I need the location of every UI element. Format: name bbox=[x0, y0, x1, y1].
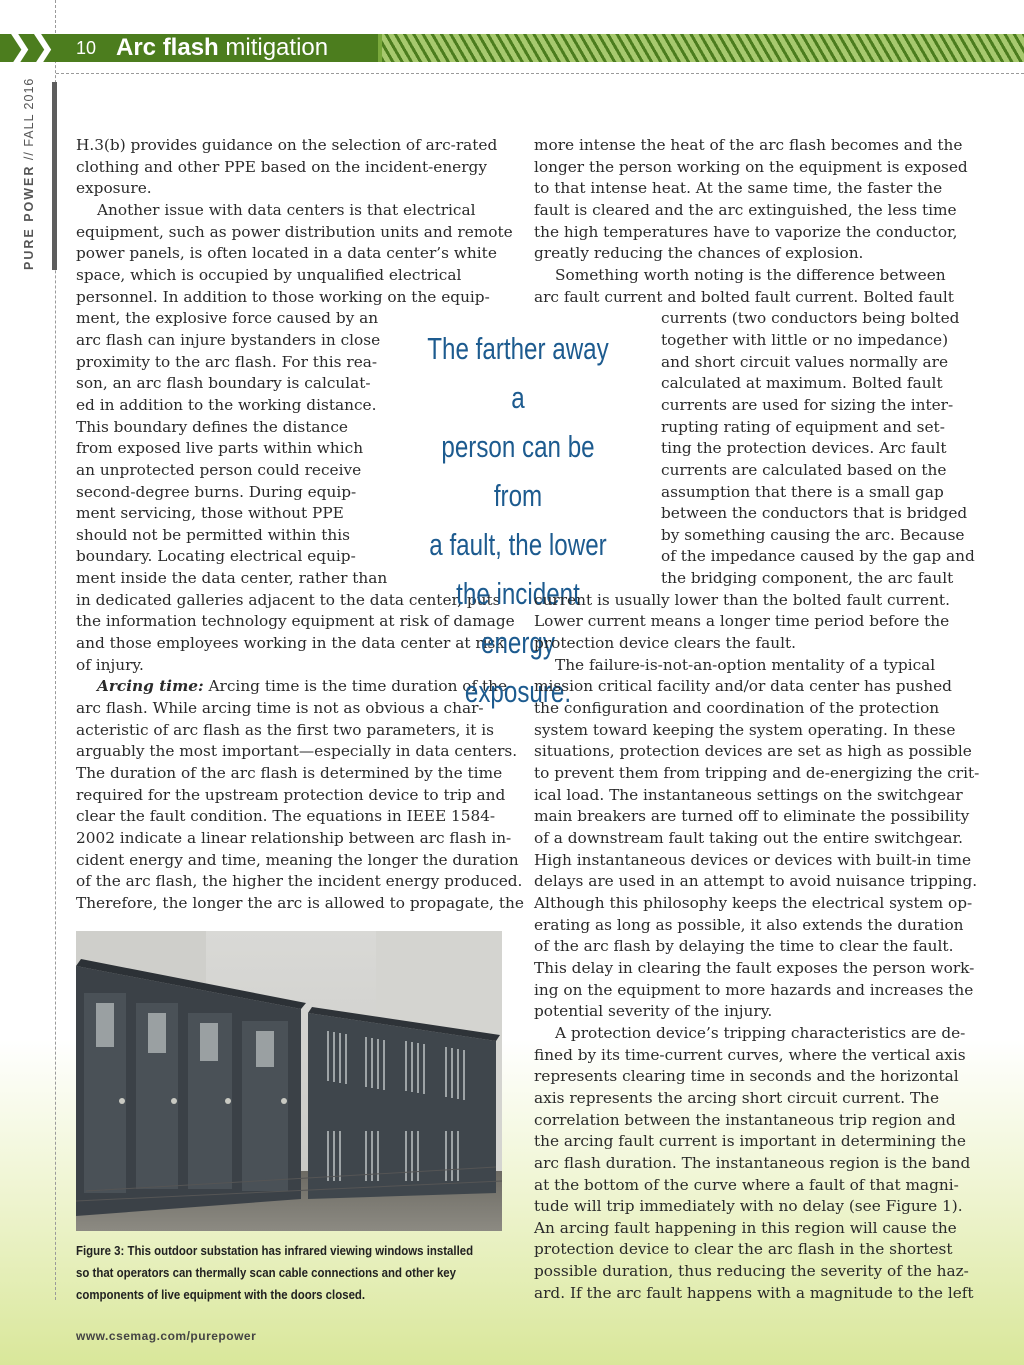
text-line: possible duration, thus reducing the severity of the haz- bbox=[534, 1262, 969, 1281]
text-run: Arcing time is the time duration of the bbox=[203, 677, 508, 696]
text-line: ment, the explosive force caused by an bbox=[76, 309, 379, 328]
text-line: currents (two conductors being bolted bbox=[661, 309, 960, 328]
text-line: boundary. Locating electrical equip- bbox=[76, 547, 356, 566]
section-title bbox=[116, 34, 328, 62]
text-line: the high temperatures have to vaporize the conductor, bbox=[534, 222, 958, 241]
text-line: of a downstream fault taking out the entire switchgear. bbox=[534, 829, 963, 847]
text-line: calculated at maximum. Bolted fault bbox=[661, 374, 943, 393]
text-line: ment servicing, those without PPE bbox=[76, 504, 344, 523]
text-line: should not be permitted within this bbox=[76, 525, 350, 544]
text-line: assumption that there is a small gap bbox=[661, 482, 944, 501]
text-line: Lower current means a longer time period before the bbox=[534, 612, 950, 631]
text-line: arc flash duration. The instantaneous region is the band bbox=[534, 1153, 971, 1172]
pull-quote-line: the incident energy bbox=[456, 576, 580, 660]
text-line: in dedicated galleries adjacent to the data center, puts bbox=[76, 590, 501, 609]
text-line: required for the upstream protection device to trip and bbox=[76, 785, 506, 804]
text-line: together with little or no impedance) bbox=[661, 330, 949, 349]
text-line: system toward keeping the system operating. In these bbox=[534, 720, 956, 739]
text-line: equipment, such as power distribution units and remote bbox=[76, 222, 513, 241]
text-line: current is usually lower than the bolted fault current. bbox=[534, 590, 950, 609]
substation-photo bbox=[76, 931, 502, 1231]
section-title-bold: Arc flash bbox=[116, 34, 219, 61]
text-line: ical load. The instantaneous settings on the switchgear bbox=[534, 785, 963, 804]
text-line: of the arc flash, the higher the incident energy produced. bbox=[76, 872, 523, 891]
text-line: between the conductors that is bridged bbox=[661, 504, 968, 523]
text-line: The duration of the arc flash is determined by the time bbox=[76, 764, 503, 783]
paragraph bbox=[534, 1023, 974, 1305]
pull-quote-line: person can be from bbox=[441, 429, 595, 513]
text-line: to that intense heat. At the same time, the faster the bbox=[534, 179, 943, 198]
text-line: second-degree burns. During equip- bbox=[76, 482, 357, 501]
text-line: ing on the equipment to more hazards and increases the bbox=[534, 980, 974, 999]
double-chevron-icon: ❯❯ bbox=[6, 28, 52, 66]
text-line: Another issue with data centers is that electrical bbox=[97, 200, 476, 219]
text-line: currents are used for sizing the inter- bbox=[661, 395, 954, 414]
text-line: the configuration and coordination of the protection bbox=[534, 699, 940, 718]
text-line: to prevent them from tripping and de-energizing the crit- bbox=[534, 764, 980, 783]
text-line: of the impedance caused by the gap and bbox=[661, 547, 975, 566]
text-line: fined by its time-current curves, where the vertical axis bbox=[534, 1045, 966, 1064]
text-line: delays are used in an attempt to avoid nuisance tripping. bbox=[534, 872, 978, 891]
header-dashed-line bbox=[56, 73, 1024, 74]
text-line: the arcing fault current is important in determining the bbox=[534, 1132, 966, 1151]
text-line: axis represents the arcing short circuit current. The bbox=[534, 1088, 940, 1107]
text-line: represents clearing time in seconds and the horizontal bbox=[534, 1067, 959, 1086]
text-line: exposure. bbox=[76, 179, 152, 198]
text-line: tude will trip immediately with no delay (see Figure 1). bbox=[534, 1197, 963, 1216]
side-label-brand: PURE POWER bbox=[22, 164, 36, 270]
text-line: of the arc flash by delaying the time to clear the fault. bbox=[534, 937, 954, 956]
text-line: This delay in clearing the fault exposes the person work- bbox=[534, 958, 975, 977]
text-line: ting the protection devices. Arc fault bbox=[661, 439, 947, 458]
text-line: A protection device’s tripping characteristics are de- bbox=[555, 1023, 966, 1042]
caption-line: Figure 3: This outdoor substation has infrared viewing windows installed bbox=[76, 1243, 474, 1258]
page-number: 10 bbox=[76, 38, 97, 58]
text-line: and short circuit values normally are bbox=[661, 352, 948, 371]
text-line: potential severity of the injury. bbox=[534, 1002, 773, 1021]
paragraph bbox=[534, 655, 980, 1023]
text-line: 2002 indicate a linear relationship between arc flash in- bbox=[76, 829, 512, 847]
footer-url[interactable]: www.csemag.com/purepower bbox=[76, 1329, 257, 1343]
text-line: erating as long as possible, it also extends the duration bbox=[534, 915, 964, 934]
text-line: more intense the heat of the arc flash becomes and the bbox=[534, 136, 963, 154]
text-line: an unprotected person could receive bbox=[76, 460, 362, 479]
text-line: greatly reducing the chances of explosion. bbox=[534, 244, 864, 263]
section-title-light: mitigation bbox=[225, 34, 329, 61]
text-line: ed in addition to the working distance. bbox=[76, 395, 377, 414]
text-line: H.3(b) provides guidance on the selection of arc-rated bbox=[76, 136, 498, 154]
caption-line: components of live equipment with the doors closed. bbox=[76, 1287, 366, 1302]
text-line: High instantaneous devices or devices with built-in time bbox=[534, 850, 971, 869]
figure-caption bbox=[76, 1240, 506, 1306]
text-line: from exposed live parts within which bbox=[76, 439, 364, 458]
side-label-issue: // FALL 2016 bbox=[22, 77, 36, 161]
text-line: the bridging component, the arc fault bbox=[661, 569, 954, 588]
text-line: mission critical facility and/or data center has pushed bbox=[534, 677, 952, 696]
caption-line: so that operators can thermally scan cable connections and other key bbox=[76, 1265, 457, 1280]
text-line: main breakers are turned off to eliminate the possibility bbox=[534, 807, 970, 826]
text-line: clear the fault condition. The equations in IEEE 1584- bbox=[76, 807, 496, 826]
paragraph bbox=[534, 265, 975, 655]
text-line: by something causing the arc. Because bbox=[661, 525, 965, 544]
text-line: protection device to clear the arc flash in the shortest bbox=[534, 1240, 953, 1259]
text-line: rupting rating of equipment and set- bbox=[661, 417, 945, 436]
text-line: acteristic of arc flash as the first two parameters, it is bbox=[76, 720, 494, 739]
text-line: Although this philosophy keeps the electrical system op- bbox=[534, 893, 973, 912]
text-line: son, an arc flash boundary is calculat- bbox=[76, 374, 371, 393]
text-line: protection device clears the fault. bbox=[534, 634, 797, 653]
text-line: longer the person working on the equipment is exposed bbox=[534, 157, 968, 176]
text-line: Something worth noting is the difference between bbox=[555, 265, 946, 284]
text-line: ment inside the data center, rather than bbox=[76, 569, 388, 588]
paragraph bbox=[534, 135, 968, 265]
text-line: personnel. In addition to those working on the equip- bbox=[76, 287, 490, 306]
text-line: fault is cleared and the arc extinguished, the less time bbox=[534, 200, 957, 219]
text-line: arc flash can injure bystanders in close bbox=[76, 330, 381, 349]
pull-quote-line: exposure. bbox=[464, 674, 572, 709]
text-line: at the bottom of the curve where a fault of that magni- bbox=[534, 1175, 959, 1194]
text-line: arc flash. While arcing time is not as obvious a char- bbox=[76, 699, 484, 718]
pull-quote-line: The farther away a bbox=[427, 331, 609, 415]
text-line: the information technology equipment at risk of damage bbox=[76, 612, 515, 631]
paragraph bbox=[76, 135, 500, 200]
text-line: power panels, is often located in a data center’s white bbox=[76, 244, 497, 263]
text-line: correlation between the instantaneous trip region and bbox=[534, 1110, 956, 1129]
text-line: Therefore, the longer the arc is allowed to propagate, the bbox=[76, 893, 524, 912]
text-line: The failure-is-not-an-option mentality of a typical bbox=[555, 655, 936, 674]
header-hatch-pattern bbox=[382, 34, 1024, 62]
text-line: cident energy and time, meaning the longer the duration bbox=[76, 850, 519, 869]
text-line: currents are calculated based on the bbox=[661, 460, 947, 479]
text-line: space, which is occupied by unqualified electrical bbox=[76, 265, 462, 284]
text-line: situations, protection devices are set as high as possible bbox=[534, 742, 972, 761]
side-accent-bar bbox=[52, 82, 57, 270]
text-line: of injury. bbox=[76, 655, 144, 674]
text-line: arc fault current and bolted fault current. Bolted fault bbox=[534, 287, 954, 306]
run-in-heading: Arcing time: bbox=[97, 677, 204, 696]
right-column bbox=[534, 135, 980, 1304]
text-line: proximity to the arc flash. For this rea- bbox=[76, 352, 378, 371]
text-line: and those employees working in the data center at risk bbox=[76, 634, 505, 653]
side-label bbox=[22, 77, 44, 270]
pull-quote-line: a fault, the lower bbox=[429, 527, 607, 562]
text-line: This boundary defines the distance bbox=[76, 417, 348, 436]
text-line: An arcing fault happening in this region will cause the bbox=[534, 1218, 957, 1237]
text-line: clothing and other PPE based on the incident-energy bbox=[76, 157, 487, 176]
text-line: ard. If the arc fault happens with a magnitude to the left bbox=[534, 1283, 974, 1302]
text-line: arguably the most important—especially in data centers. bbox=[76, 742, 518, 761]
